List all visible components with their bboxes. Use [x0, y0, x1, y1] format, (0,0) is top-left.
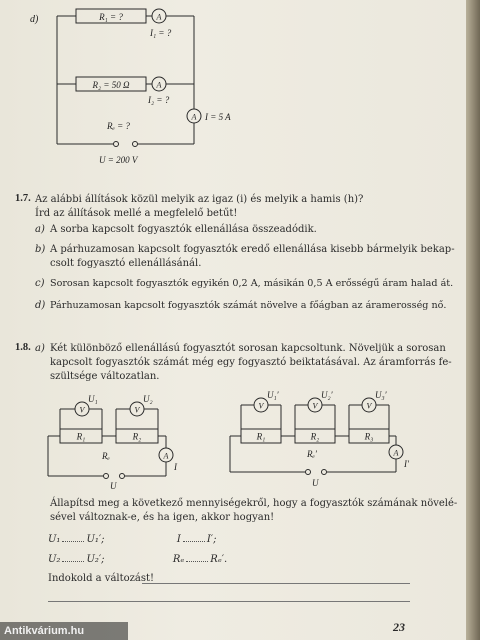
q17-c-label: c)	[35, 278, 45, 289]
right-r2-label: R₂	[310, 431, 320, 442]
q18-text-1: Két különböző ellenállású fogyasztót sorosan kapcsoltunk. Növeljük a sorosan	[50, 343, 446, 354]
ammeter-icon: A	[156, 12, 162, 22]
left-r1-label: R₁	[76, 431, 86, 442]
compare-row-1: U₁ U₁′; I I′;	[48, 534, 217, 545]
book-spine-edge	[466, 0, 480, 640]
q18-text-3: szültsége változatlan.	[50, 371, 160, 382]
page-number: 23	[393, 620, 405, 634]
q18-task-1: Állapítsd meg a következő mennyiségekről, hogy a fogyasztók számának növelé-	[50, 498, 458, 509]
answer-line[interactable]	[142, 583, 410, 584]
ammeter-icon: A	[156, 80, 162, 90]
q18-a-label: a)	[35, 343, 45, 354]
left-i-label: I	[174, 462, 177, 472]
left-r2-label: R₂	[132, 431, 142, 442]
q17-b-text-2: csolt fogyasztó ellenállásánál.	[50, 258, 202, 269]
answer-blank[interactable]	[186, 561, 208, 562]
ammeter-icon: A	[393, 448, 399, 458]
q17-intro-2: Írd az állítások mellé a megfelelő betűt!	[35, 208, 238, 219]
re-label: Rₑ = ?	[107, 121, 130, 131]
right-re-label: Rₑ′	[307, 449, 317, 459]
q17-c-text: Sorosan kapcsolt fogyasztók egyikén 0,2 A, másikán 0,5 A erősségű áram halad át.	[50, 278, 454, 289]
u-label: U = 200 V	[99, 155, 138, 165]
q17-a-text: A sorba kapcsolt fogyasztók ellenállása összeadódik.	[50, 224, 317, 235]
ammeter-icon: A	[163, 451, 169, 461]
watermark: Antikvárium.hu	[0, 622, 128, 640]
q18-number: 1.8.	[15, 342, 31, 353]
left-u-label: U	[110, 481, 117, 491]
right-r1-label: R₁	[256, 431, 266, 442]
q17-number: 1.7.	[15, 193, 31, 204]
q18-justify: Indokold a változást!	[48, 573, 155, 584]
q17-b-label: b)	[35, 244, 46, 255]
voltmeter-icon: V	[79, 405, 85, 415]
answer-blank[interactable]	[62, 561, 84, 562]
i2-label: I₂ = ?	[148, 95, 170, 105]
circuit-d-label: d)	[30, 14, 39, 25]
voltmeter-icon: V	[312, 401, 318, 411]
left-u2-label: U₂	[143, 394, 153, 404]
voltmeter-icon: V	[134, 405, 140, 415]
ammeter-icon: A	[191, 112, 197, 122]
answer-blank[interactable]	[62, 541, 84, 542]
r2-label: R₂ = 50 Ω	[92, 80, 130, 90]
right-i-label: I′	[404, 459, 409, 469]
right-u3-label: U₃′	[375, 390, 387, 400]
i-total-label: I = 5 A	[205, 112, 231, 122]
voltmeter-icon: V	[258, 401, 264, 411]
q18-task-2: sével változnak-e, és ha igen, akkor hogyan!	[50, 512, 275, 523]
voltmeter-icon: V	[366, 401, 372, 411]
q17-intro-1: Az alábbi állítások közül melyik az igaz (i) és melyik a hamis (h)?	[35, 194, 364, 205]
answer-blank[interactable]	[183, 541, 205, 542]
q17-b-text-1: A párhuzamosan kapcsolt fogyasztók eredő ellenállása kisebb bármelyik bekap-	[50, 244, 455, 255]
compare-row-2: U₂ U₂′; Rₑ Rₑ′.	[48, 554, 228, 565]
right-u1-label: U₁′	[267, 390, 279, 400]
answer-line[interactable]	[48, 601, 410, 602]
right-r3-label: R₃	[364, 431, 374, 442]
left-re-label: Rₑ	[102, 451, 110, 461]
q17-a-label: a)	[35, 224, 45, 235]
right-u-label: U	[312, 478, 319, 488]
r1-label: R₁ = ?	[99, 12, 123, 22]
left-u1-label: U₁	[88, 394, 98, 404]
q17-d-label: d)	[35, 300, 46, 311]
q17-d-text: Párhuzamosan kapcsolt fogyasztók számát növelve a főágban az áramerosség nő.	[50, 300, 447, 311]
q18-text-2: kapcsolt fogyasztók számát még egy fogyasztó beiktatásával. Az áramforrás fe-	[50, 357, 452, 368]
i1-label: I₁ = ?	[150, 28, 172, 38]
right-u2-label: U₂′	[321, 390, 333, 400]
